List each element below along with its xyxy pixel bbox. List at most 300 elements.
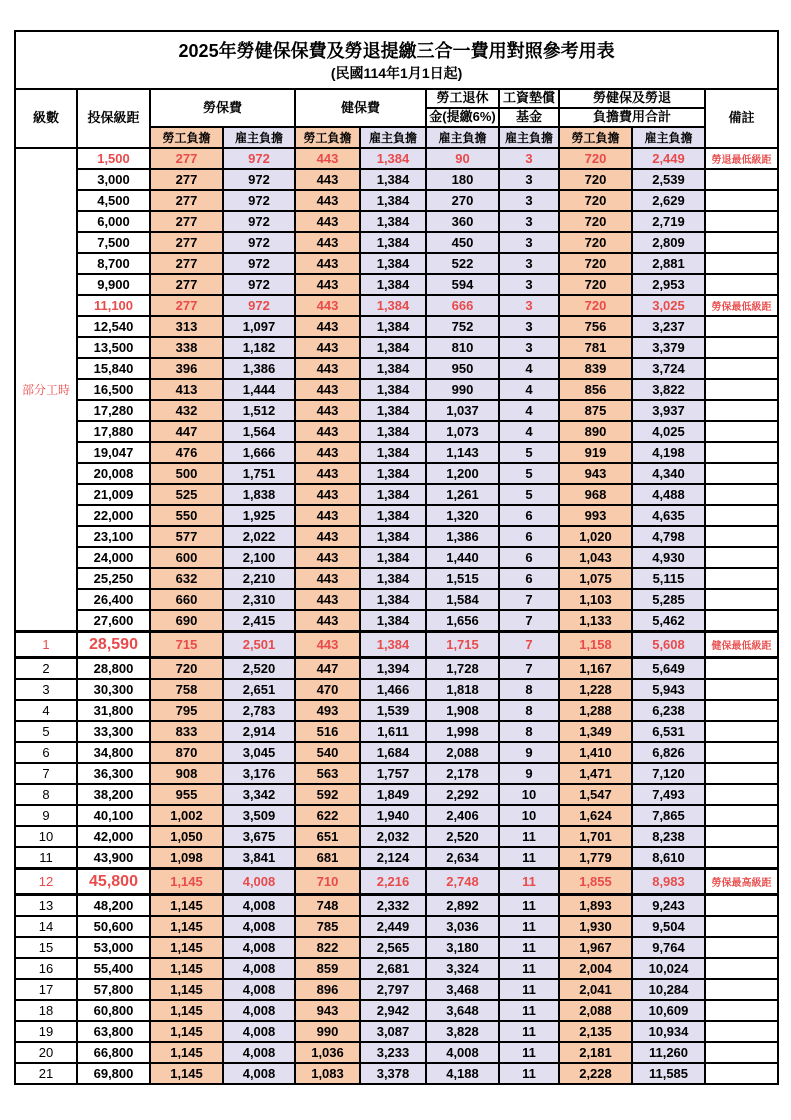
level-cell: 16 — [15, 958, 77, 979]
table-row — [15, 253, 778, 274]
cell-bracket: 3,000 — [77, 169, 150, 190]
cell-health_w: 443 — [295, 589, 360, 610]
cell-health_w: 622 — [295, 805, 360, 826]
table-row — [15, 784, 778, 805]
cell-remark: 勞退最低級距 — [705, 148, 778, 169]
cell-health_w: 990 — [295, 1021, 360, 1042]
col-group-pension-line1: 勞工退休 — [426, 89, 499, 108]
cell-health_w: 896 — [295, 979, 360, 1000]
cell-pension: 3,036 — [426, 916, 499, 937]
cell-labor_w: 1,145 — [150, 958, 223, 979]
cell-health_w: 785 — [295, 916, 360, 937]
cell-fund: 11 — [499, 937, 559, 958]
col-group-wage-fund-line2: 基金 — [499, 108, 559, 127]
cell-labor_w: 277 — [150, 295, 223, 316]
level-cell: 14 — [15, 916, 77, 937]
cell-remark — [705, 784, 778, 805]
table-row — [15, 589, 778, 610]
cell-labor_e: 1,925 — [223, 505, 295, 526]
cell-labor_w: 277 — [150, 274, 223, 295]
cell-health_e: 2,681 — [360, 958, 426, 979]
cell-total_w: 720 — [559, 190, 632, 211]
cell-labor_e: 3,045 — [223, 742, 295, 763]
cell-total_e: 5,649 — [632, 658, 705, 680]
cell-remark — [705, 895, 778, 917]
cell-total_w: 993 — [559, 505, 632, 526]
cell-remark — [705, 232, 778, 253]
cell-total_w: 1,133 — [559, 610, 632, 632]
cell-total_w: 1,288 — [559, 700, 632, 721]
cell-fund: 11 — [499, 826, 559, 847]
cell-total_w: 1,855 — [559, 869, 632, 895]
table-row — [15, 148, 778, 169]
cell-health_e: 1,384 — [360, 295, 426, 316]
cell-fund: 6 — [499, 547, 559, 568]
cell-total_e: 10,934 — [632, 1021, 705, 1042]
cell-health_e: 1,384 — [360, 316, 426, 337]
cell-labor_e: 2,210 — [223, 568, 295, 589]
cell-total_e: 4,340 — [632, 463, 705, 484]
cell-labor_w: 1,098 — [150, 847, 223, 869]
cell-remark — [705, 568, 778, 589]
cell-bracket: 11,100 — [77, 295, 150, 316]
cell-pension: 1,656 — [426, 610, 499, 632]
cell-bracket: 24,000 — [77, 547, 150, 568]
cell-health_e: 2,032 — [360, 826, 426, 847]
cell-fund: 4 — [499, 379, 559, 400]
cell-health_w: 443 — [295, 505, 360, 526]
table-row — [15, 1021, 778, 1042]
cell-total_e: 6,531 — [632, 721, 705, 742]
cell-health_e: 1,757 — [360, 763, 426, 784]
cell-labor_w: 833 — [150, 721, 223, 742]
cell-total_w: 2,181 — [559, 1042, 632, 1063]
cell-labor_e: 3,841 — [223, 847, 295, 869]
cell-bracket: 19,047 — [77, 442, 150, 463]
cell-labor_w: 1,145 — [150, 937, 223, 958]
cell-total_e: 4,635 — [632, 505, 705, 526]
cell-labor_w: 795 — [150, 700, 223, 721]
cell-bracket: 31,800 — [77, 700, 150, 721]
cell-total_e: 2,629 — [632, 190, 705, 211]
cell-labor_w: 715 — [150, 632, 223, 658]
cell-health_e: 1,384 — [360, 274, 426, 295]
cell-labor_e: 4,008 — [223, 869, 295, 895]
cell-fund: 5 — [499, 442, 559, 463]
cell-pension: 2,748 — [426, 869, 499, 895]
subcol-pension-employer: 雇主負擔 — [426, 127, 499, 148]
cell-fund: 4 — [499, 358, 559, 379]
cell-bracket: 36,300 — [77, 763, 150, 784]
cell-bracket: 43,900 — [77, 847, 150, 869]
cell-pension: 1,073 — [426, 421, 499, 442]
cell-total_w: 720 — [559, 169, 632, 190]
cell-labor_w: 1,145 — [150, 1063, 223, 1084]
cell-bracket: 17,880 — [77, 421, 150, 442]
cell-health_w: 943 — [295, 1000, 360, 1021]
cell-bracket: 53,000 — [77, 937, 150, 958]
cell-total_e: 10,024 — [632, 958, 705, 979]
cell-labor_e: 2,520 — [223, 658, 295, 680]
cell-health_e: 3,087 — [360, 1021, 426, 1042]
col-group-total-line2: 負擔費用合計 — [559, 108, 705, 127]
cell-total_e: 3,379 — [632, 337, 705, 358]
cell-health_e: 1,384 — [360, 442, 426, 463]
cell-pension: 1,037 — [426, 400, 499, 421]
cell-total_e: 4,198 — [632, 442, 705, 463]
table-row — [15, 658, 778, 680]
cell-remark — [705, 826, 778, 847]
table-row — [15, 721, 778, 742]
cell-pension: 2,520 — [426, 826, 499, 847]
subcol-total-employer: 雇主負擔 — [632, 127, 705, 148]
cell-health_e: 1,384 — [360, 526, 426, 547]
cell-remark — [705, 958, 778, 979]
cell-pension: 1,320 — [426, 505, 499, 526]
cell-health_w: 516 — [295, 721, 360, 742]
cell-pension: 450 — [426, 232, 499, 253]
cell-bracket: 23,100 — [77, 526, 150, 547]
cell-health_e: 1,384 — [360, 421, 426, 442]
cell-bracket: 45,800 — [77, 869, 150, 895]
cell-labor_w: 632 — [150, 568, 223, 589]
cell-fund: 7 — [499, 589, 559, 610]
cell-total_w: 781 — [559, 337, 632, 358]
cell-labor_w: 338 — [150, 337, 223, 358]
cell-labor_w: 690 — [150, 610, 223, 632]
cell-labor_e: 3,342 — [223, 784, 295, 805]
cell-fund: 11 — [499, 869, 559, 895]
cell-pension: 270 — [426, 190, 499, 211]
cell-health_e: 1,384 — [360, 589, 426, 610]
col-group-labor-insurance: 勞保費 — [150, 89, 295, 127]
cell-health_e: 2,124 — [360, 847, 426, 869]
cell-remark — [705, 484, 778, 505]
level-cell: 18 — [15, 1000, 77, 1021]
cell-pension: 1,584 — [426, 589, 499, 610]
cell-bracket: 8,700 — [77, 253, 150, 274]
cell-bracket: 55,400 — [77, 958, 150, 979]
cell-total_w: 1,228 — [559, 679, 632, 700]
cell-remark — [705, 274, 778, 295]
cell-total_e: 5,115 — [632, 568, 705, 589]
cell-health_w: 443 — [295, 526, 360, 547]
cell-health_w: 651 — [295, 826, 360, 847]
cell-bracket: 48,200 — [77, 895, 150, 917]
table-header — [15, 31, 778, 148]
col-group-pension-line2: 金(提繳6%) — [426, 108, 499, 127]
cell-labor_w: 1,145 — [150, 979, 223, 1000]
cell-fund: 6 — [499, 568, 559, 589]
table-row — [15, 358, 778, 379]
cell-bracket: 12,540 — [77, 316, 150, 337]
cell-fund: 6 — [499, 505, 559, 526]
cell-labor_e: 2,310 — [223, 589, 295, 610]
table-row — [15, 847, 778, 869]
cell-labor_w: 313 — [150, 316, 223, 337]
level-cell: 21 — [15, 1063, 77, 1084]
cell-remark — [705, 358, 778, 379]
cell-health_w: 592 — [295, 784, 360, 805]
cell-labor_w: 955 — [150, 784, 223, 805]
table-row — [15, 232, 778, 253]
cell-bracket: 6,000 — [77, 211, 150, 232]
cell-pension: 594 — [426, 274, 499, 295]
cell-health_w: 822 — [295, 937, 360, 958]
table-row — [15, 547, 778, 568]
cell-labor_e: 972 — [223, 295, 295, 316]
subcol-labor-worker: 勞工負擔 — [150, 127, 223, 148]
cell-pension: 3,180 — [426, 937, 499, 958]
level-cell: 2 — [15, 658, 77, 680]
cell-health_e: 1,384 — [360, 169, 426, 190]
cell-labor_w: 1,145 — [150, 1042, 223, 1063]
cell-fund: 11 — [499, 895, 559, 917]
cell-fund: 6 — [499, 526, 559, 547]
page-subtitle: (民國114年1月1日起) — [330, 65, 463, 82]
cell-total_w: 2,228 — [559, 1063, 632, 1084]
cell-labor_e: 4,008 — [223, 1000, 295, 1021]
cell-pension: 1,261 — [426, 484, 499, 505]
cell-total_e: 3,937 — [632, 400, 705, 421]
cell-total_w: 1,893 — [559, 895, 632, 917]
cell-total_e: 8,983 — [632, 869, 705, 895]
cell-labor_w: 1,145 — [150, 1021, 223, 1042]
cell-labor_w: 600 — [150, 547, 223, 568]
cell-labor_w: 413 — [150, 379, 223, 400]
cell-pension: 2,292 — [426, 784, 499, 805]
cell-labor_e: 4,008 — [223, 916, 295, 937]
cell-total_w: 1,471 — [559, 763, 632, 784]
cell-fund: 4 — [499, 421, 559, 442]
cell-bracket: 63,800 — [77, 1021, 150, 1042]
level-cell: 6 — [15, 742, 77, 763]
cell-fund: 11 — [499, 1063, 559, 1084]
cell-total_w: 720 — [559, 274, 632, 295]
cell-fund: 4 — [499, 400, 559, 421]
cell-health_e: 1,384 — [360, 547, 426, 568]
cell-remark — [705, 211, 778, 232]
cell-bracket: 16,500 — [77, 379, 150, 400]
cell-health_w: 443 — [295, 421, 360, 442]
cell-total_w: 720 — [559, 148, 632, 169]
cell-total_e: 2,719 — [632, 211, 705, 232]
cell-fund: 9 — [499, 742, 559, 763]
cell-bracket: 13,500 — [77, 337, 150, 358]
table-row — [15, 337, 778, 358]
cell-bracket: 21,009 — [77, 484, 150, 505]
cell-total_w: 720 — [559, 295, 632, 316]
cell-health_e: 1,384 — [360, 400, 426, 421]
cell-labor_e: 2,783 — [223, 700, 295, 721]
cell-bracket: 20,008 — [77, 463, 150, 484]
cell-total_w: 2,041 — [559, 979, 632, 1000]
cell-bracket: 34,800 — [77, 742, 150, 763]
cell-health_e: 1,384 — [360, 253, 426, 274]
cell-remark — [705, 547, 778, 568]
cell-remark — [705, 526, 778, 547]
table-row — [15, 958, 778, 979]
cell-total_w: 943 — [559, 463, 632, 484]
cell-health_w: 443 — [295, 211, 360, 232]
cell-health_e: 1,384 — [360, 379, 426, 400]
cell-total_w: 720 — [559, 211, 632, 232]
cell-total_e: 10,609 — [632, 1000, 705, 1021]
cell-health_w: 443 — [295, 547, 360, 568]
table-row — [15, 568, 778, 589]
cell-health_e: 2,942 — [360, 1000, 426, 1021]
cell-labor_w: 577 — [150, 526, 223, 547]
cell-bracket: 40,100 — [77, 805, 150, 826]
cell-health_w: 710 — [295, 869, 360, 895]
level-cell: 8 — [15, 784, 77, 805]
cell-labor_e: 4,008 — [223, 937, 295, 958]
cell-fund: 3 — [499, 232, 559, 253]
cell-pension: 1,728 — [426, 658, 499, 680]
cell-remark — [705, 505, 778, 526]
cell-fund: 10 — [499, 784, 559, 805]
cell-health_e: 1,940 — [360, 805, 426, 826]
cell-fund: 7 — [499, 610, 559, 632]
cell-pension: 90 — [426, 148, 499, 169]
level-cell: 20 — [15, 1042, 77, 1063]
cell-health_w: 443 — [295, 148, 360, 169]
cell-health_e: 2,797 — [360, 979, 426, 1000]
cell-health_e: 1,384 — [360, 632, 426, 658]
cell-health_e: 1,384 — [360, 463, 426, 484]
cell-total_w: 1,020 — [559, 526, 632, 547]
cell-health_w: 443 — [295, 610, 360, 632]
cell-bracket: 7,500 — [77, 232, 150, 253]
cell-health_e: 1,384 — [360, 211, 426, 232]
cell-total_w: 968 — [559, 484, 632, 505]
cell-labor_w: 1,002 — [150, 805, 223, 826]
cell-bracket: 17,280 — [77, 400, 150, 421]
cell-total_e: 5,285 — [632, 589, 705, 610]
cell-pension: 990 — [426, 379, 499, 400]
cell-fund: 3 — [499, 148, 559, 169]
cell-health_e: 1,394 — [360, 658, 426, 680]
cell-health_e: 1,684 — [360, 742, 426, 763]
cell-bracket: 33,300 — [77, 721, 150, 742]
cell-total_w: 1,075 — [559, 568, 632, 589]
cell-labor_w: 1,145 — [150, 895, 223, 917]
table-row — [15, 632, 778, 658]
cell-fund: 8 — [499, 679, 559, 700]
col-group-wage-fund-line1: 工資墊償 — [499, 89, 559, 108]
cell-fund: 7 — [499, 632, 559, 658]
cell-total_w: 1,701 — [559, 826, 632, 847]
cell-fund: 3 — [499, 169, 559, 190]
cell-health_e: 1,384 — [360, 190, 426, 211]
cell-remark: 勞保最高級距 — [705, 869, 778, 895]
cell-pension: 2,178 — [426, 763, 499, 784]
level-cell: 4 — [15, 700, 77, 721]
cell-total_w: 1,967 — [559, 937, 632, 958]
cell-remark — [705, 937, 778, 958]
cell-labor_e: 4,008 — [223, 1021, 295, 1042]
cell-health_e: 3,378 — [360, 1063, 426, 1084]
cell-health_w: 443 — [295, 442, 360, 463]
page-title: 2025年勞健保保費及勞退提繳三合一費用對照參考用表 — [178, 41, 615, 62]
table-row — [15, 742, 778, 763]
level-cell: 9 — [15, 805, 77, 826]
cell-labor_e: 4,008 — [223, 1063, 295, 1084]
cell-total_w: 1,930 — [559, 916, 632, 937]
cell-fund: 9 — [499, 763, 559, 784]
table-row — [15, 937, 778, 958]
subcol-total-worker: 勞工負擔 — [559, 127, 632, 148]
cell-bracket: 26,400 — [77, 589, 150, 610]
cell-labor_w: 277 — [150, 190, 223, 211]
cell-health_w: 443 — [295, 295, 360, 316]
cell-labor_w: 908 — [150, 763, 223, 784]
cell-pension: 950 — [426, 358, 499, 379]
cell-labor_w: 550 — [150, 505, 223, 526]
cell-bracket: 9,900 — [77, 274, 150, 295]
cell-fund: 3 — [499, 274, 559, 295]
cell-remark — [705, 1063, 778, 1084]
cell-fund: 11 — [499, 1021, 559, 1042]
level-cell: 15 — [15, 937, 77, 958]
cell-fund: 7 — [499, 658, 559, 680]
cell-health_e: 2,332 — [360, 895, 426, 917]
cell-fund: 8 — [499, 700, 559, 721]
cell-fund: 5 — [499, 463, 559, 484]
cell-labor_w: 758 — [150, 679, 223, 700]
cell-bracket: 60,800 — [77, 1000, 150, 1021]
cell-fund: 3 — [499, 253, 559, 274]
cell-total_e: 2,953 — [632, 274, 705, 295]
cell-labor_w: 277 — [150, 253, 223, 274]
cell-fund: 11 — [499, 847, 559, 869]
cell-remark — [705, 337, 778, 358]
cell-remark — [705, 979, 778, 1000]
cell-labor_e: 4,008 — [223, 895, 295, 917]
table-row — [15, 400, 778, 421]
table-row — [15, 805, 778, 826]
level-cell: 1 — [15, 632, 77, 658]
cell-labor_e: 1,097 — [223, 316, 295, 337]
cell-bracket: 30,300 — [77, 679, 150, 700]
level-cell: 13 — [15, 895, 77, 917]
cell-health_w: 493 — [295, 700, 360, 721]
col-group-health-insurance: 健保費 — [295, 89, 426, 127]
col-header-remark: 備註 — [705, 89, 778, 148]
table-row — [15, 379, 778, 400]
cell-health_e: 1,384 — [360, 148, 426, 169]
level-cell: 7 — [15, 763, 77, 784]
cell-remark — [705, 700, 778, 721]
cell-labor_w: 1,050 — [150, 826, 223, 847]
cell-labor_e: 4,008 — [223, 979, 295, 1000]
cell-total_e: 5,943 — [632, 679, 705, 700]
cell-health_e: 1,384 — [360, 484, 426, 505]
cell-health_w: 443 — [295, 463, 360, 484]
table-row — [15, 442, 778, 463]
cell-fund: 11 — [499, 916, 559, 937]
cell-pension: 1,818 — [426, 679, 499, 700]
cell-remark — [705, 379, 778, 400]
cell-health_e: 1,384 — [360, 358, 426, 379]
cell-total_e: 8,238 — [632, 826, 705, 847]
cell-labor_e: 1,512 — [223, 400, 295, 421]
cell-fund: 3 — [499, 211, 559, 232]
table-row — [15, 295, 778, 316]
cell-health_w: 443 — [295, 337, 360, 358]
cell-labor_e: 2,415 — [223, 610, 295, 632]
cell-health_e: 1,384 — [360, 337, 426, 358]
